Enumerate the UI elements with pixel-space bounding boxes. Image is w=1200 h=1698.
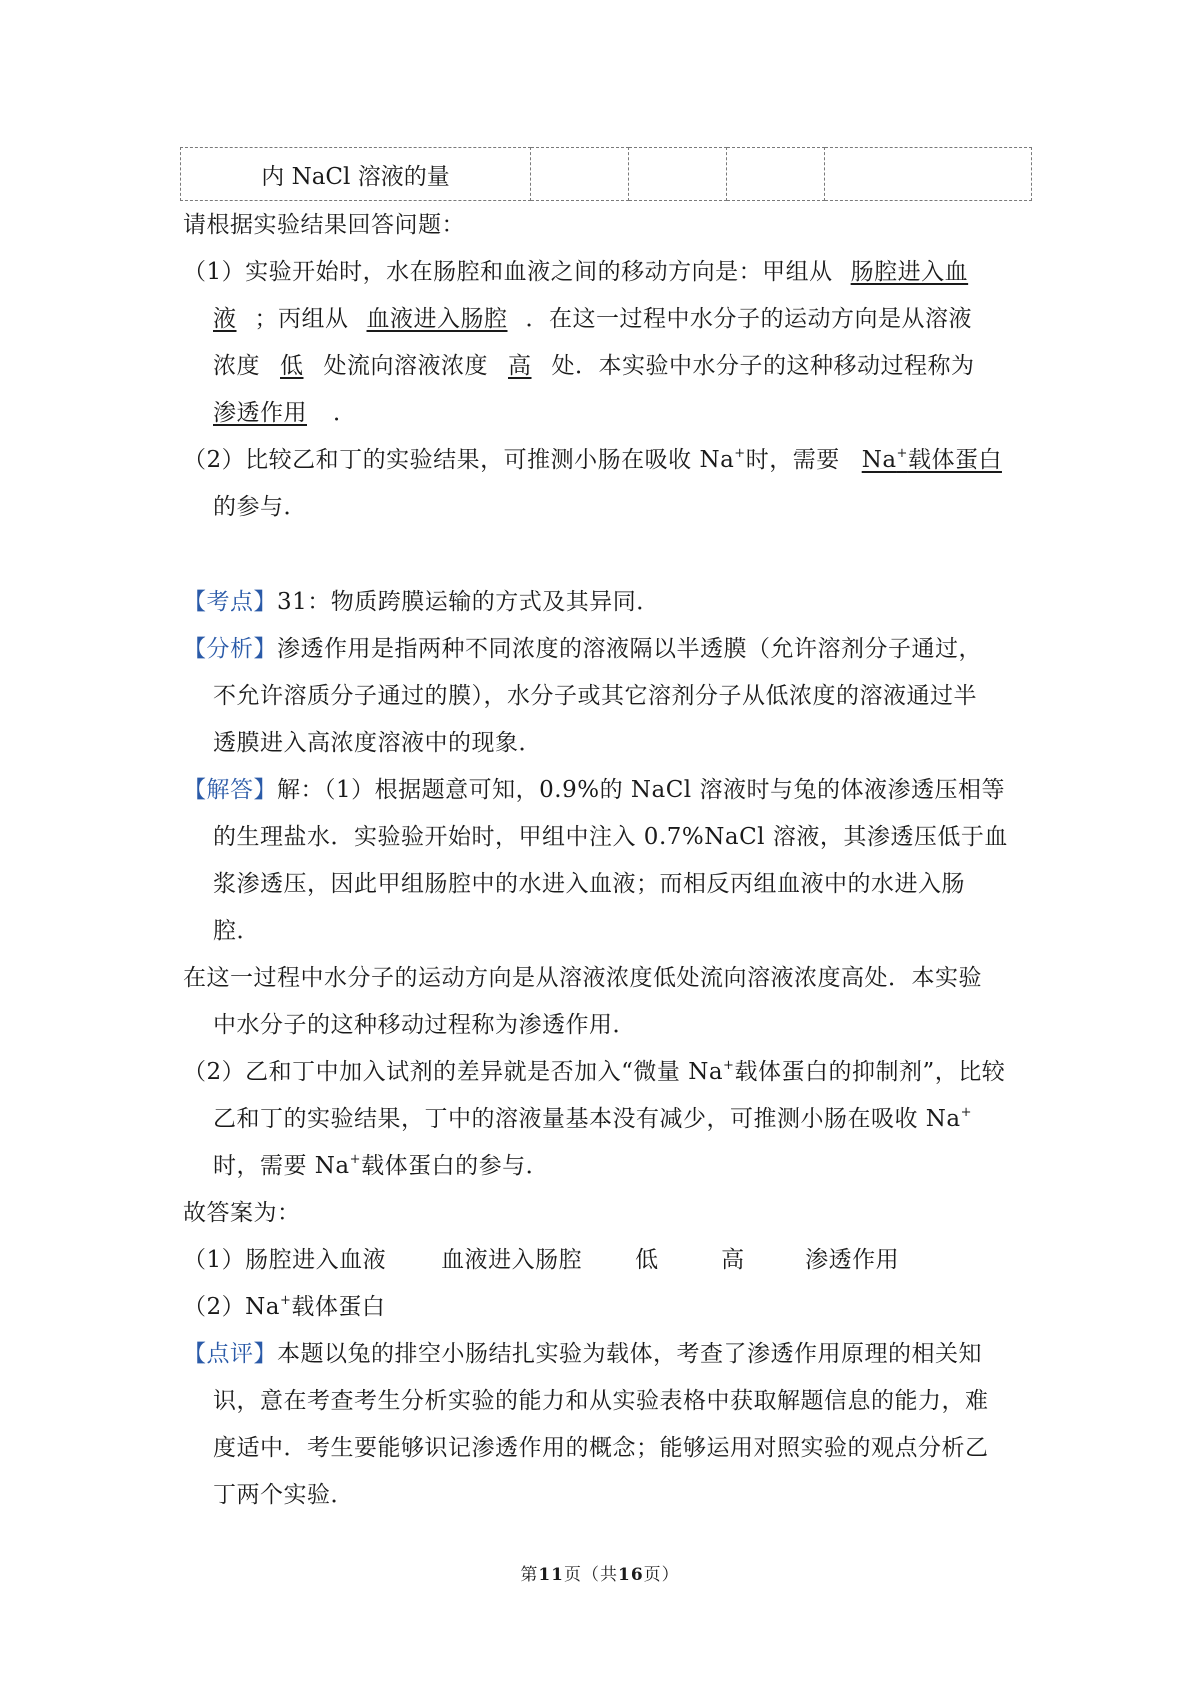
jieda-line-4: 腔． (213, 918, 260, 944)
table-cell-empty (629, 148, 727, 201)
table-cell-empty (727, 148, 825, 201)
answer-blank-d: 高 (508, 353, 532, 379)
dianping-line-4: 丁两个实验． (213, 1482, 354, 1508)
jieda-tag: 【解答】 (183, 777, 277, 803)
answer-blank-f: Na+载体蛋白 (861, 446, 1002, 473)
jieda-line-9: 时，需要 Na+载体蛋白的参与． (213, 1152, 550, 1179)
dianping-line-3: 度适中．考生要能够识记渗透作用的概念；能够运用对照实验的观点分析乙 (213, 1435, 989, 1461)
current-page-number: 11 (538, 1565, 564, 1585)
experiment-table-fragment (180, 147, 1032, 201)
answer-item: 低 (635, 1247, 659, 1273)
jieda-line-8: 乙和丁的实验结果，丁中的溶液量基本没有减少，可推测小肠在吸收 Na+ (213, 1105, 973, 1132)
answer-blank-e: 渗透作用 (213, 400, 307, 426)
dianping-line-2: 识，意在考查考生分析实验的能力和从实验表格中获取解题信息的能力，难 (213, 1388, 989, 1414)
answer-title: 故答案为： (183, 1200, 301, 1226)
q1-line-3: 浓度 低 处流向溶液浓度 高 处．本实验中水分子的这种移动过程称为 (213, 353, 975, 379)
q2-line-1: （2）比较乙和丁的实验结果，可推测小肠在吸收 Na+时，需要 Na+载体蛋白 (183, 446, 1002, 473)
answer-line-1: （1）肠腔进入血液 血液进入肠腔 低 高 渗透作用 (183, 1247, 900, 1273)
jieda-line-6: 中水分子的这种移动过程称为渗透作用． (213, 1012, 636, 1038)
table-cell-empty (531, 148, 629, 201)
fenxi-line-3: 透膜进入高浓度溶液中的现象． (213, 730, 542, 756)
dianping-line-1: 【点评】本题以兔的排空小肠结扎实验为载体，考查了渗透作用原理的相关知 (183, 1341, 982, 1367)
kaodian-tag: 【考点】 (183, 589, 277, 615)
dianping-tag: 【点评】 (183, 1341, 277, 1367)
answer-line-2: （2）Na+载体蛋白 (183, 1293, 386, 1320)
table-cell-empty (825, 148, 1032, 201)
table-row (181, 148, 1032, 201)
answer-blank-b: 血液进入肠腔 (366, 306, 508, 332)
jieda-line-2: 的生理盐水．实验验开始时，甲组中注入 0.7%NaCl 溶液，其渗透压低于血 (213, 824, 1008, 850)
answer-blank-a: 肠腔进入血 (850, 259, 969, 285)
q2-line-2: 的参与． (213, 494, 307, 520)
kaodian-section: 【考点】31：物质跨膜运输的方式及其异同． (183, 589, 660, 615)
answer-blank-a-cont: 液 (213, 306, 237, 332)
q1-line-4: 渗透作用 ． (213, 400, 357, 426)
q1-line-1: （1）实验开始时，水在肠腔和血液之间的移动方向是：甲组从 肠腔进入血 (183, 259, 969, 285)
fenxi-line-1: 【分析】渗透作用是指两种不同浓度的溶液隔以半透膜（允许溶剂分子通过， (183, 636, 982, 662)
intro-text: 请根据实验结果回答问题： (183, 212, 465, 238)
page-footer: 第11页（共16页） (520, 1565, 680, 1585)
answer-item: 高 (721, 1247, 745, 1273)
answer-item: 渗透作用 (805, 1247, 900, 1273)
jieda-line-5: 在这一过程中水分子的运动方向是从溶液浓度低处流向溶液浓度高处．本实验 (183, 965, 982, 991)
q1-line-2: 液 ；丙组从 血液进入肠腔 ．在这一过程中水分子的运动方向是从溶液 (213, 306, 972, 332)
total-page-number: 16 (618, 1565, 644, 1585)
fenxi-line-2: 不允许溶质分子通过的膜），水分子或其它溶剂分子从低浓度的溶液通过半 (213, 683, 977, 709)
answer-item: 血液进入肠腔 (441, 1247, 583, 1273)
jieda-line-1: 【解答】解：（1）根据题意可知，0.9%的 NaCl 溶液时与兔的体液渗透压相等 (183, 777, 1005, 803)
answer-item: 肠腔进入血液 (245, 1247, 387, 1273)
fenxi-tag: 【分析】 (183, 636, 277, 662)
jieda-line-7: （2）乙和丁中加入试剂的差异就是否加入“微量 Na+载体蛋白的抑制剂”，比较 (183, 1058, 1006, 1085)
jieda-line-3: 浆渗透压，因此甲组肠腔中的水进入血液；而相反丙组血液中的水进入肠 (213, 871, 965, 897)
table-row-label: 内 NaCl 溶液的量 (181, 148, 531, 201)
answer-blank-c: 低 (280, 353, 304, 379)
